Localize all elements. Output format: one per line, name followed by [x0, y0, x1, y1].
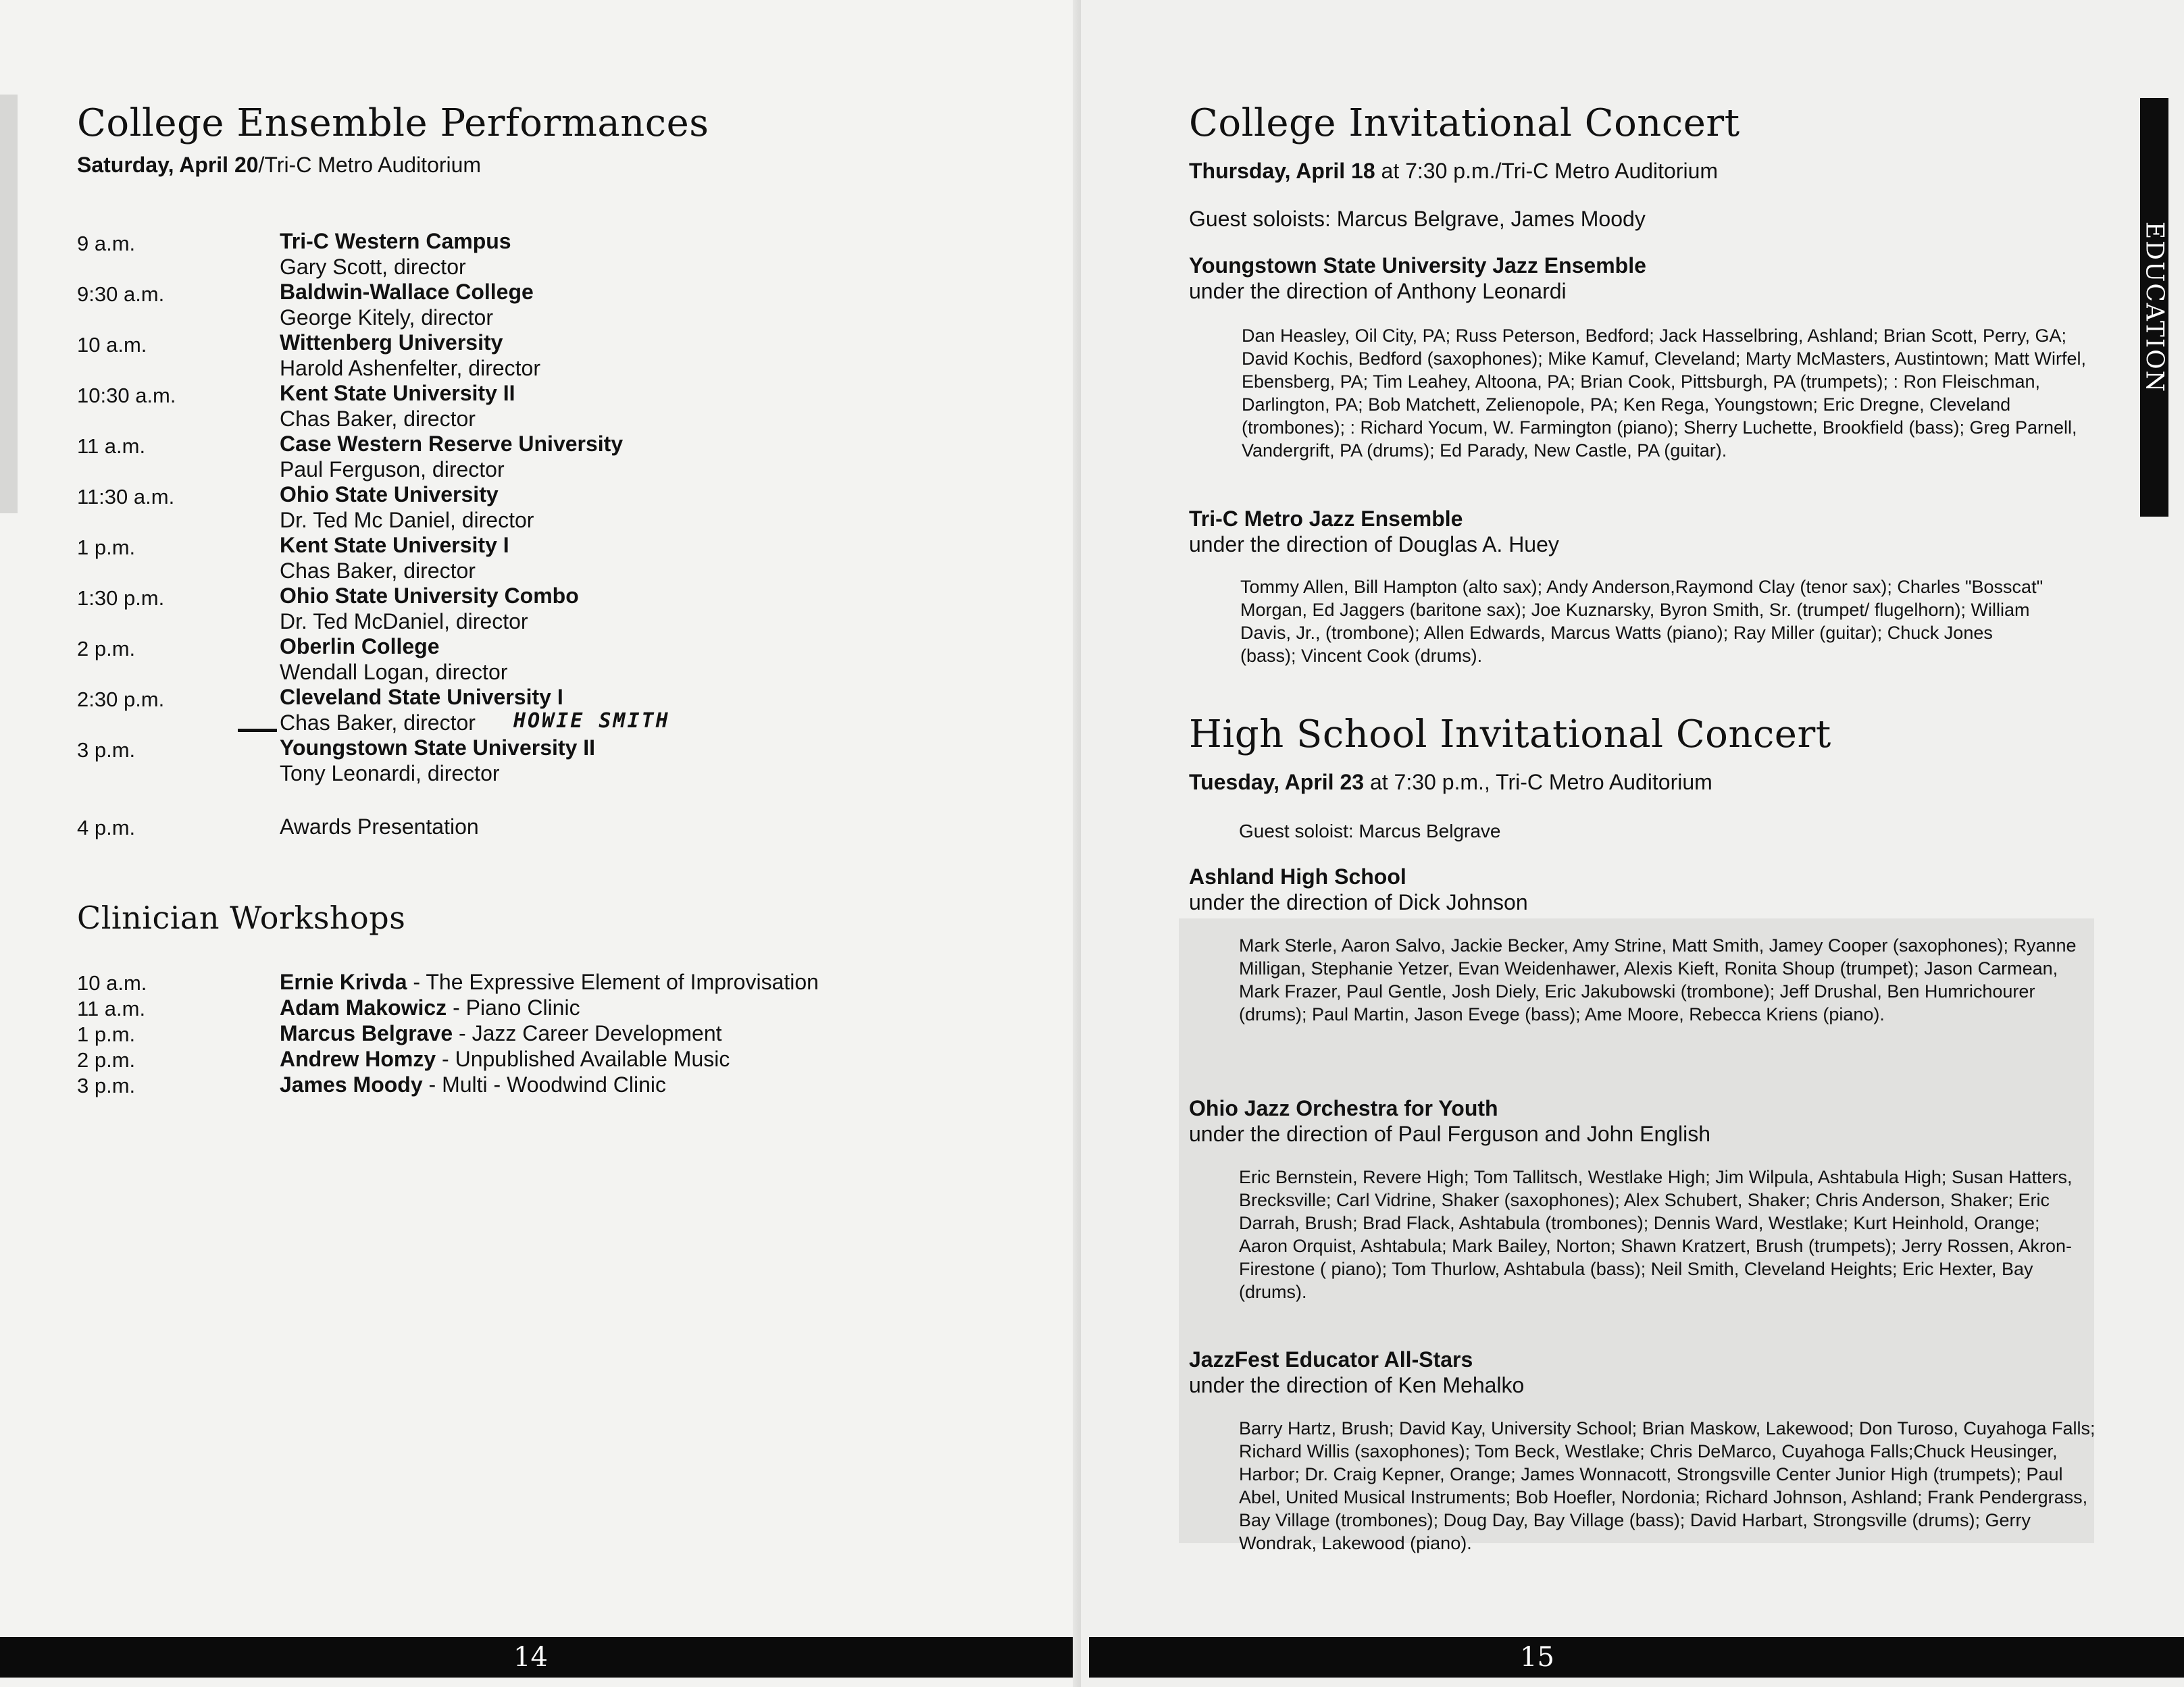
schedule-ensemble: Wittenberg University — [280, 330, 503, 355]
workshop-time: 1 p.m. — [77, 1022, 136, 1046]
hs-concert-date: Tuesday, April 23 — [1189, 770, 1365, 794]
schedule-director: Wendall Logan, director — [280, 660, 508, 684]
awards-label: Awards Presentation — [280, 814, 479, 839]
concert-venue: at 7:30 p.m./Tri-C Metro Auditorium — [1375, 159, 1719, 183]
schedule-director: George Kitely, director — [280, 305, 493, 330]
ensemble-name: Ashland High School — [1189, 864, 1406, 889]
schedule-time: 2 p.m. — [77, 637, 136, 660]
left-page — [0, 0, 1081, 1687]
hs-guest-soloist: Guest soloist: Marcus Belgrave — [1239, 821, 1501, 841]
concert-subtitle — [1189, 159, 1718, 184]
ensemble-name: Youngstown State University Jazz Ensemble — [1189, 253, 1646, 278]
page-number: 14 — [513, 1642, 548, 1673]
schedule-director: Chas Baker, director — [280, 710, 476, 735]
handwritten-note: HOWIE SMITH — [513, 709, 670, 733]
schedule-ensemble: Ohio State University Combo — [280, 583, 579, 608]
section-tab-label: EDUCATION — [2140, 221, 2168, 394]
workshop-time: 10 a.m. — [77, 971, 147, 995]
schedule-ensemble: Ohio State University — [280, 482, 499, 507]
schedule-ensemble: Tri-C Western Campus — [280, 229, 511, 253]
schedule-ensemble: Cleveland State University I — [280, 685, 563, 709]
page-title: College Ensemble Performances — [77, 101, 709, 145]
subtitle-venue: /Tri-C Metro Auditorium — [258, 153, 482, 177]
ensemble-director: under the direction of Anthony Leonardi — [1189, 279, 1567, 303]
schedule-director: Tony Leonardi, director — [280, 761, 500, 785]
workshop-item — [280, 1021, 722, 1046]
ensemble-director: under the direction of Douglas A. Huey — [1189, 532, 1559, 556]
workshop-topic: - Unpublished Available Music — [436, 1047, 730, 1071]
workshop-item — [280, 1047, 730, 1072]
clinician-name: Andrew Homzy — [280, 1047, 436, 1071]
schedule-time: 11 a.m. — [77, 434, 146, 458]
schedule-time: 9 a.m. — [77, 232, 136, 255]
ensemble-members: Barry Hartz, Brush; David Kay, University School; Brian Maskow, Lakewood; Don Turoso, Cuyahoga Falls; Richard Willis (saxophones); Tom Beck, Westlake; Chris DeMarco, Cuyahoga Falls;Chuck Heusinger, Harbor; Dr. Craig Kepner, Orange; James Wonnacott, Strongsville Center Junior High (trumpets); Paul Abel, United Musical Instruments; Bob Hoefler, Nordonia; Richard Johnson, Ashland; Frank Pendergrass, Bay Village (trombones); Doug Day, Bay Village (bass); David Harbart, Strongsville (drums); Gerry Wondrak, Lakewood (piano). — [1239, 1418, 2096, 1553]
workshops-title: Clinician Workshops — [77, 900, 406, 936]
subtitle-date: Saturday, April 20 — [77, 153, 259, 177]
schedule-time: 2:30 p.m. — [77, 687, 165, 711]
workshop-topic: - Piano Clinic — [447, 995, 580, 1020]
clinician-name: Marcus Belgrave — [280, 1021, 453, 1045]
ensemble-name: Ohio Jazz Orchestra for Youth — [1189, 1096, 1498, 1120]
workshop-time: 2 p.m. — [77, 1048, 136, 1072]
workshop-item — [280, 1072, 666, 1097]
workshop-topic: - The Expressive Element of Improvisation — [407, 970, 819, 994]
clinician-name: Adam Makowicz — [280, 995, 447, 1020]
footer-bar — [1089, 1637, 2184, 1678]
page-subtitle — [77, 153, 481, 178]
handwritten-dash — [238, 729, 277, 732]
section-tab — [2140, 98, 2168, 517]
schedule-director: Gary Scott, director — [280, 255, 466, 279]
schedule-time: 9:30 a.m. — [77, 282, 165, 306]
schedule-ensemble: Baldwin-Wallace College — [280, 280, 534, 304]
workshop-topic: - Multi - Woodwind Clinic — [422, 1072, 667, 1097]
schedule-time: 10 a.m. — [77, 333, 147, 357]
schedule-time: 11:30 a.m. — [77, 485, 175, 509]
schedule-time: 3 p.m. — [77, 738, 136, 762]
schedule-ensemble: Youngstown State University II — [280, 735, 596, 760]
ensemble-director: under the direction of Ken Mehalko — [1189, 1373, 1525, 1397]
schedule-ensemble: Case Western Reserve University — [280, 432, 624, 456]
clinician-name: James Moody — [280, 1072, 423, 1097]
ensemble-director: under the direction of Paul Ferguson and John English — [1189, 1122, 1711, 1146]
workshop-time: 11 a.m. — [77, 997, 146, 1020]
awards-time: 4 p.m. — [77, 816, 136, 839]
hs-concert-subtitle — [1189, 770, 1712, 795]
workshop-time: 3 p.m. — [77, 1074, 136, 1097]
workshop-item — [280, 995, 580, 1020]
concert-title: College Invitational Concert — [1189, 101, 1740, 145]
schedule-time: 1 p.m. — [77, 536, 136, 559]
page-edge-shadow — [0, 95, 18, 513]
ensemble-name: JazzFest Educator All-Stars — [1189, 1347, 1473, 1372]
schedule-director: Dr. Ted McDaniel, director — [280, 609, 528, 633]
schedule-director: Chas Baker, director — [280, 559, 476, 583]
concert-date: Thursday, April 18 — [1189, 159, 1375, 183]
schedule-ensemble: Kent State University II — [280, 381, 515, 405]
workshop-item — [280, 970, 819, 995]
hs-concert-venue: at 7:30 p.m., Tri-C Metro Auditorium — [1364, 770, 1712, 794]
ensemble-members: Dan Heasley, Oil City, PA; Russ Peterson, Bedford; Jack Hasselbring, Ashland; Brian Scott, Perry, GA; David Kochis, Bedford (saxophones); Mike Kamuf, Cleveland; Marty McMasters, Austintown; Matt Wirfel, Ebensberg, PA; Tim Leahey, Altoona, PA; Brian Cook, Pittsburgh, PA (trumpets); : Ron Fleischman, Darlington, PA; Bob Matchett, Zelienopole, PA; Ken Rega, Youngstown; Eric Dregne, Cleveland (trombones); : Richard Yocum, W. Farmington (piano); Sherry Luchette, Brookfield (bass); Greg Parnell, Vandergrift, PA (drums); Ed Parady, New Castle, PA (guitar). — [1242, 326, 2086, 461]
schedule-director: Paul Ferguson, director — [280, 457, 505, 482]
workshop-topic: - Jazz Career Development — [453, 1021, 722, 1045]
schedule-director: Dr. Ted Mc Daniel, director — [280, 508, 534, 532]
guest-soloists: Guest soloists: Marcus Belgrave, James Moody — [1189, 207, 1646, 231]
page-number: 15 — [1520, 1642, 1554, 1673]
schedule-time: 10:30 a.m. — [77, 384, 176, 407]
ensemble-members: Mark Sterle, Aaron Salvo, Jackie Becker, Amy Strine, Matt Smith, Jamey Cooper (saxophones); Ryanne Milligan, Stephanie Yetzer, Evan Weidenhawer, Alexis Kieft, Ronita Shoup (trumpet); Jason Carmean, Mark Frazer, Paul Gentle, Josh Diely, Eric Jakubowski (trombone); Jeff Drushal, Ben Humrichourer (drums); Paul Martin, Jason Evege (bass); Ame Moore, Rebecca Kriens (piano). — [1239, 935, 2077, 1024]
ensemble-members: Tommy Allen, Bill Hampton (alto sax); Andy Anderson,Raymond Clay (tenor sax); Charles "Bosscat" Morgan, Ed Jaggers (baritone sax); Joe Kuznarsky, Byron Smith, Sr. (trumpet/ flugelhorn); William Davis, Jr., (trombone); Allen Edwards, Marcus Watts (piano); Ray Miller (guitar); Chuck Jones (bass); Vincent Cook (drums). — [1240, 577, 2043, 666]
schedule-ensemble: Oberlin College — [280, 634, 440, 658]
schedule-ensemble: Kent State University I — [280, 533, 509, 557]
ensemble-members: Eric Bernstein, Revere High; Tom Tallitsch, Westlake High; Jim Wilpula, Ashtabula High; Susan Hatters, Brecksville; Carl Vidrine, Shaker (saxophones); Alex Schubert, Shaker; Chris Anderson, Shaker; Eric Darrah, Brush; Brad Flack, Ashtabula (trombones); Dennis Ward, Westlake; Kurt Heinhold, Orange; Aaron Orquist, Ashtabula; Mark Bailey, Norton; Shawn Kratzert, Brush (trumpets); Jerry Rossen, Akron-Firestone ( piano); Tom Thurlow, Ashtabula (bass); Neil Smith, Cleveland Heights; Eric Hexter, Bay (drums). — [1239, 1167, 2073, 1302]
hs-concert-title: High School Invitational Concert — [1189, 712, 1831, 756]
clinician-name: Ernie Krivda — [280, 970, 407, 994]
ensemble-director: under the direction of Dick Johnson — [1189, 890, 1528, 914]
schedule-director: Harold Ashenfelter, director — [280, 356, 540, 380]
ensemble-name: Tri-C Metro Jazz Ensemble — [1189, 507, 1463, 531]
schedule-time: 1:30 p.m. — [77, 586, 165, 610]
schedule-director: Chas Baker, director — [280, 407, 476, 431]
